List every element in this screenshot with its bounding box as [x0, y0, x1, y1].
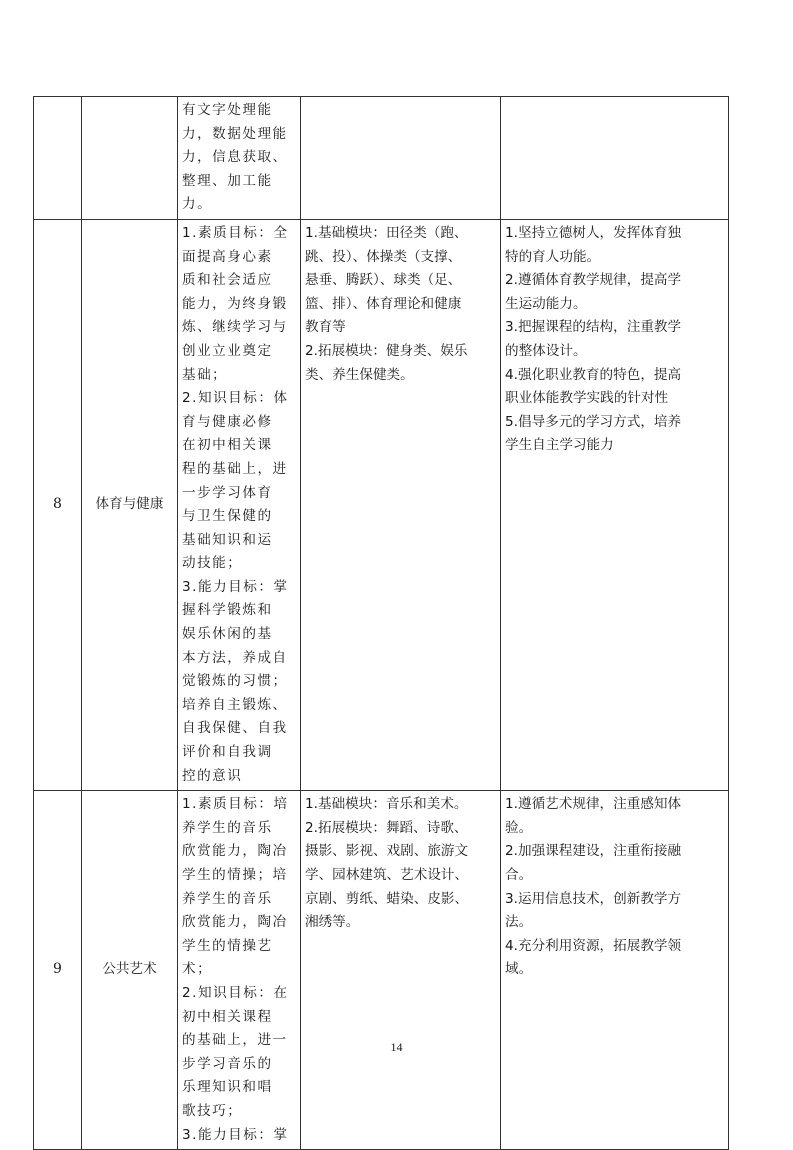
course-goals-cell — [178, 219, 301, 790]
cell-text-line: 有文字处理能 — [182, 102, 273, 118]
cell-text-line: 觉锻炼的习惯； — [182, 673, 288, 690]
course-content-cell — [301, 219, 501, 790]
cell-text-line: 乐理知识和唱 — [182, 1079, 273, 1096]
cell-text-line: 炼、继续学习与 — [182, 319, 288, 336]
cell-text-line: 的整体设计。 — [505, 342, 587, 359]
teaching-requirements-cell — [501, 219, 729, 790]
cell-text-line: 学生的情操艺 — [182, 937, 273, 954]
cell-text-line: 育与健康必修 — [182, 413, 273, 430]
cell-text-line: 教育等 — [305, 319, 346, 336]
cell-text-line: 5.倡导多元的学习方式，培养 — [505, 413, 682, 430]
course-goals-cell — [178, 791, 301, 1150]
cell-text-line: 1.坚持立德树人，发挥体育独 — [505, 224, 682, 241]
cell-text-line: 验。 — [505, 819, 533, 836]
course-content-cell — [301, 97, 501, 220]
cell-text-line: 在初中相关课 — [182, 437, 273, 454]
cell-text-line: 程的基础上，进 — [182, 460, 288, 477]
cell-text-line: 2.加强课程建设，注重衔接融 — [505, 843, 682, 860]
cell-text-line: 悬垂、腾跃）、球类（足、 — [305, 272, 462, 289]
cell-text-line: 学生的情操；培 — [182, 867, 288, 883]
cell-text-line: 养学生的音乐 — [182, 819, 273, 836]
cell-text-line: 面提高身心素 — [182, 248, 273, 265]
teaching-requirements-cell — [501, 791, 729, 1150]
cell-text-line: 力，数据处理能 — [182, 125, 288, 142]
cell-text-line: 能力，为终身锻 — [182, 295, 288, 312]
cell-text-line: 2.知识目标：在 — [182, 984, 289, 1001]
cell-text-line: 1.遵循艺术规律，注重感知体 — [505, 796, 682, 813]
cell-text-line: 本方法，养成自 — [182, 649, 288, 666]
cell-text-line: 动技能； — [182, 555, 243, 572]
cell-text-line: 法。 — [505, 914, 533, 931]
table-row — [34, 219, 729, 790]
cell-text-line: 1.素质目标：培 — [182, 796, 289, 813]
cell-text-line: 学、园林建筑、艺术设计、 — [305, 867, 469, 883]
course-number-cell — [34, 97, 82, 220]
cell-text-line: 摄影、影视、戏剧、旅游文 — [305, 843, 469, 860]
cell-text-line: 1.基础模块：音乐和美术。 — [305, 796, 468, 813]
cell-text-line: 评价和自我调 — [182, 744, 273, 761]
cell-text-line: 欣赏能力，陶冶 — [182, 914, 288, 931]
cell-text-line: 创业立业奠定 — [182, 342, 273, 359]
cell-text-line: 生运动能力。 — [505, 295, 587, 312]
cell-text-line: 1.素质目标：全 — [182, 224, 289, 241]
cell-text-line: 3.把握课程的结构，注重教学 — [505, 319, 682, 336]
course-goals-cell — [178, 97, 301, 220]
cell-text-line: 2.拓展模块：健身类、娱乐 — [305, 342, 468, 359]
cell-text-line: 步学习音乐的 — [182, 1055, 273, 1072]
cell-text-line: 3.运用信息技术，创新教学方 — [505, 890, 682, 907]
course-name-cell — [82, 97, 178, 220]
curriculum-table — [33, 96, 729, 1150]
course-name-cell: 体育与健康 — [82, 219, 178, 790]
teaching-requirements-cell — [501, 97, 729, 220]
cell-text-line: 一步学习体育 — [182, 484, 273, 501]
cell-text-line: 学生自主学习能力 — [505, 437, 614, 454]
cell-text-line: 4.强化职业教育的特色，提高 — [505, 366, 682, 383]
cell-text-line: 2.遵循体育教学规律，提高学 — [505, 272, 682, 289]
cell-text-line: 控的意识 — [182, 767, 243, 784]
cell-text-line: 域。 — [505, 961, 533, 978]
cell-text-line: 跳、投）、体操类（支撑、 — [305, 248, 462, 265]
cell-text-line: 基础知识和运 — [182, 531, 273, 548]
cell-text-line: 娱乐休闲的基 — [182, 626, 273, 643]
cell-text-line: 的基础上，进一 — [182, 1032, 288, 1049]
page-number: 14 — [390, 1040, 403, 1054]
cell-text-line: 养学生的音乐 — [182, 890, 273, 907]
cell-text-line: 握科学锻炼和 — [182, 602, 273, 619]
course-name-cell: 公共艺术 — [82, 791, 178, 1150]
cell-text-line: 3.能力目标：掌 — [182, 578, 289, 595]
cell-text-line: 力，信息获取、 — [182, 149, 288, 166]
cell-text-line: 篮、排）、体育理论和健康 — [305, 295, 462, 312]
cell-text-line: 整理、加工能 — [182, 172, 273, 189]
cell-text-line: 自我保健、自我 — [182, 720, 288, 737]
cell-text-line: 特的育人功能。 — [505, 248, 601, 265]
cell-text-line: 欣赏能力，陶冶 — [182, 843, 288, 860]
cell-text-line: 京剧、剪纸、蜡染、皮影、 — [305, 890, 469, 907]
cell-text-line: 质和社会适应 — [182, 272, 273, 289]
table-row — [34, 791, 729, 1150]
cell-text-line: 1.基础模块：田径类（跑、 — [305, 224, 468, 241]
cell-text-line: 歌技巧； — [182, 1102, 243, 1119]
course-number-cell: 8 — [34, 219, 82, 790]
cell-text-line: 湘绣等。 — [305, 914, 360, 931]
cell-text-line: 术； — [182, 961, 213, 978]
cell-text-line: 职业体能教学实践的针对性 — [505, 390, 669, 407]
cell-text-line: 2.拓展模块：舞蹈、诗歌、 — [305, 819, 468, 836]
cell-text-line: 基础； — [182, 366, 228, 383]
cell-text-line: 合。 — [505, 867, 533, 883]
course-content-cell — [301, 791, 501, 1150]
cell-text-line: 培养自主锻炼、 — [182, 696, 288, 713]
cell-text-line: 类、养生保健类。 — [305, 366, 414, 383]
cell-text-line: 2.知识目标：体 — [182, 390, 289, 407]
table-row — [34, 97, 729, 220]
cell-text-line: 力。 — [182, 196, 213, 213]
cell-text-line: 与卫生保健的 — [182, 508, 273, 525]
cell-text-line: 3.能力目标：掌 — [182, 1126, 289, 1143]
cell-text-line: 4.充分利用资源，拓展教学领 — [505, 937, 682, 954]
course-number-cell: 9 — [34, 791, 82, 1150]
cell-text-line: 初中相关课程 — [182, 1008, 273, 1025]
